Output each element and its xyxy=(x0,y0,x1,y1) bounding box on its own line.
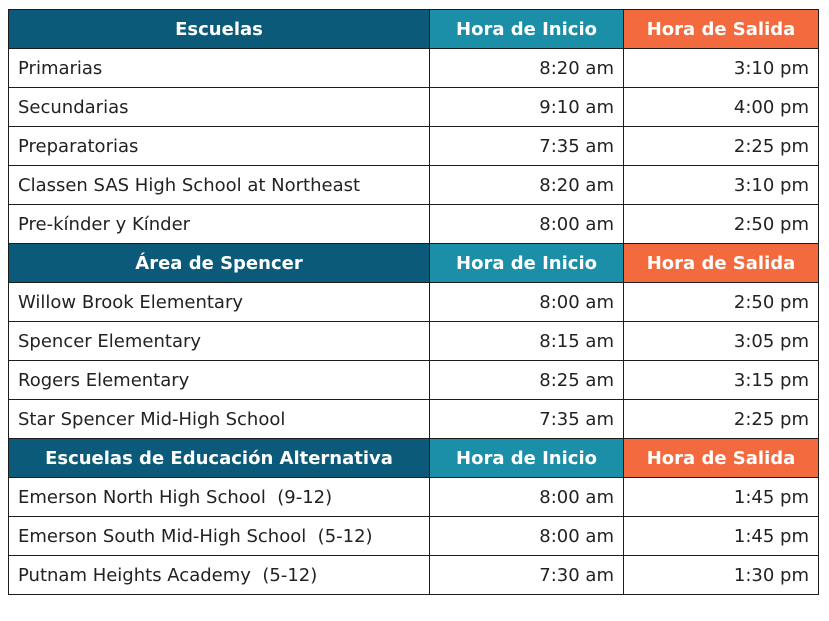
end-time: 2:25 pm xyxy=(624,127,819,166)
end-time-header: Hora de Salida xyxy=(624,439,819,478)
start-time: 8:20 am xyxy=(430,166,624,205)
table-row xyxy=(9,556,819,595)
end-time: 2:50 pm xyxy=(624,283,819,322)
start-time-header: Hora de Inicio xyxy=(430,10,624,49)
section-header-row xyxy=(9,10,819,49)
school-name: Classen SAS High School at Northeast xyxy=(9,166,430,205)
end-time: 3:10 pm xyxy=(624,166,819,205)
start-time-header: Hora de Inicio xyxy=(430,439,624,478)
section-title: Escuelas de Educación Alternativa xyxy=(9,439,430,478)
table-row xyxy=(9,166,819,205)
table-row xyxy=(9,478,819,517)
end-time: 2:25 pm xyxy=(624,400,819,439)
end-time: 1:45 pm xyxy=(624,517,819,556)
school-name: Star Spencer Mid-High School xyxy=(9,400,430,439)
start-time: 7:35 am xyxy=(430,127,624,166)
table-row xyxy=(9,49,819,88)
school-name: Preparatorias xyxy=(9,127,430,166)
school-name: Putnam Heights Academy (5-12) xyxy=(9,556,430,595)
end-time-header: Hora de Salida xyxy=(624,10,819,49)
end-time: 3:05 pm xyxy=(624,322,819,361)
end-time: 1:30 pm xyxy=(624,556,819,595)
section-header-row xyxy=(9,244,819,283)
start-time: 8:00 am xyxy=(430,205,624,244)
school-schedule-table xyxy=(8,9,819,595)
start-time-header: Hora de Inicio xyxy=(430,244,624,283)
section-title: Área de Spencer xyxy=(9,244,430,283)
school-name: Pre-kínder y Kínder xyxy=(9,205,430,244)
school-name: Primarias xyxy=(9,49,430,88)
table-row xyxy=(9,283,819,322)
school-name: Secundarias xyxy=(9,88,430,127)
end-time: 2:50 pm xyxy=(624,205,819,244)
school-name: Emerson South Mid-High School (5-12) xyxy=(9,517,430,556)
start-time: 8:25 am xyxy=(430,361,624,400)
end-time: 3:10 pm xyxy=(624,49,819,88)
school-name: Spencer Elementary xyxy=(9,322,430,361)
start-time: 9:10 am xyxy=(430,88,624,127)
end-time-header: Hora de Salida xyxy=(624,244,819,283)
school-name: Willow Brook Elementary xyxy=(9,283,430,322)
table-row xyxy=(9,127,819,166)
end-time: 3:15 pm xyxy=(624,361,819,400)
end-time: 1:45 pm xyxy=(624,478,819,517)
start-time: 8:00 am xyxy=(430,478,624,517)
table-row xyxy=(9,88,819,127)
start-time: 8:00 am xyxy=(430,517,624,556)
end-time: 4:00 pm xyxy=(624,88,819,127)
section-title: Escuelas xyxy=(9,10,430,49)
start-time: 8:00 am xyxy=(430,283,624,322)
start-time: 7:35 am xyxy=(430,400,624,439)
school-name: Rogers Elementary xyxy=(9,361,430,400)
table-row xyxy=(9,400,819,439)
start-time: 8:20 am xyxy=(430,49,624,88)
start-time: 8:15 am xyxy=(430,322,624,361)
table-row xyxy=(9,517,819,556)
table-row xyxy=(9,322,819,361)
school-name: Emerson North High School (9-12) xyxy=(9,478,430,517)
table-row xyxy=(9,205,819,244)
table-row xyxy=(9,361,819,400)
section-header-row xyxy=(9,439,819,478)
start-time: 7:30 am xyxy=(430,556,624,595)
